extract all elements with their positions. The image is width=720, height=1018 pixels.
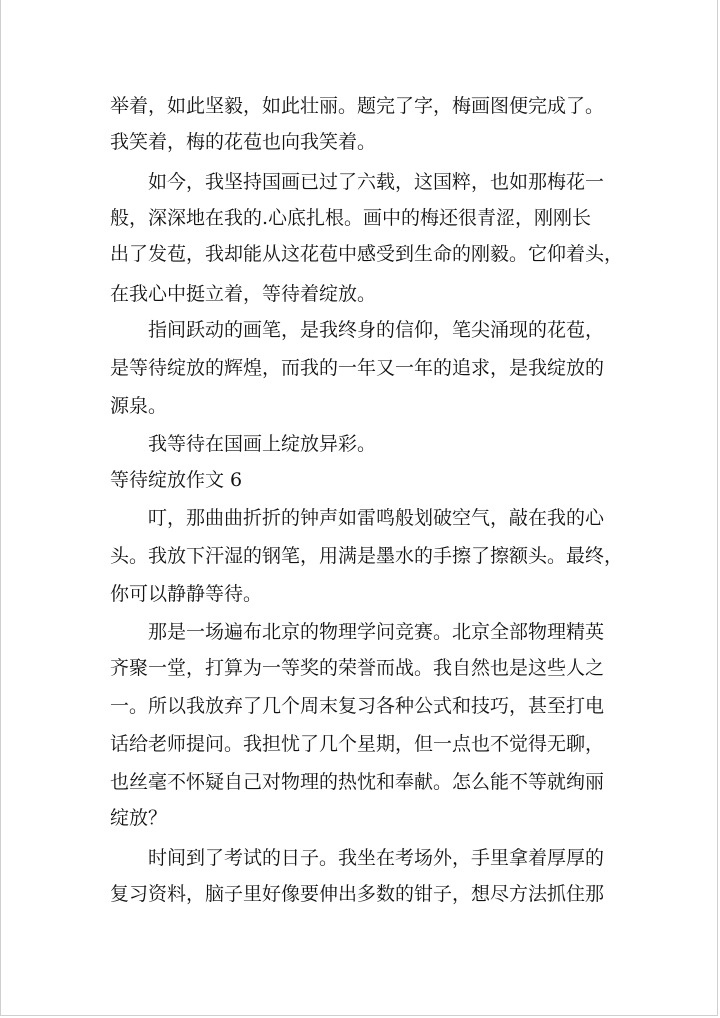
text-line: 举着，如此坚毅，如此壮丽。题完了字，梅画图便完成了。 — [110, 95, 605, 117]
section-heading: 等待绽放作文 6 — [110, 469, 243, 491]
text-line: 是等待绽放的辉煌，而我的一年又一年的追求，是我绽放的 — [110, 357, 605, 379]
text-line: 在我心中挺立着，等待着绽放。 — [110, 283, 377, 305]
text-line: 般，深深地在我的.心底扎根。画中的梅还很青涩，刚刚长 — [110, 207, 592, 229]
text-line: 我等待在国画上绽放异彩。 — [148, 433, 377, 455]
text-line: 我笑着，梅的花苞也向我笑着。 — [110, 131, 377, 153]
text-line: 出了发苞，我却能从这花苞中感受到生命的刚毅。它仰着头， — [110, 243, 624, 265]
text-line: 话给老师提问。我担忧了几个星期，但一点也不觉得无聊， — [110, 733, 605, 755]
text-line: 齐聚一堂，打算为一等奖的荣誉而战。我自然也是这些人之 — [110, 657, 605, 679]
text-line: 复习资料，脑子里好像要伸出多数的钳子，想尽方法抓住那 — [110, 883, 605, 905]
text-line: 时间到了考试的日子。我坐在考场外，手里拿着厚厚的 — [148, 847, 605, 869]
text-line: 也丝毫不怀疑自己对物理的热忱和奉献。怎么能不等就绚丽 — [110, 771, 605, 793]
text-line: 如今，我坚持国画已过了六载，这国粹，也如那梅花一 — [148, 171, 605, 193]
text-line: 你可以静静等待。 — [110, 583, 263, 605]
text-line: 那是一场遍布北京的物理学问竞赛。北京全部物理精英 — [148, 621, 605, 643]
text-line: 指间跃动的画笔，是我终身的信仰，笔尖涌现的花苞， — [148, 319, 605, 341]
text-line: 源泉。 — [110, 395, 168, 417]
text-line: 叮，那曲曲折折的钟声如雷鸣般划破空气，敲在我的心 — [148, 507, 605, 529]
text-line: 绽放？ — [110, 807, 168, 829]
text-line: 一。所以我放弃了几个周末复习各种公式和技巧，甚至打电 — [110, 695, 605, 717]
text-line: 头。我放下汗湿的钢笔，用满是墨水的手擦了擦额头。最终， — [110, 545, 624, 567]
